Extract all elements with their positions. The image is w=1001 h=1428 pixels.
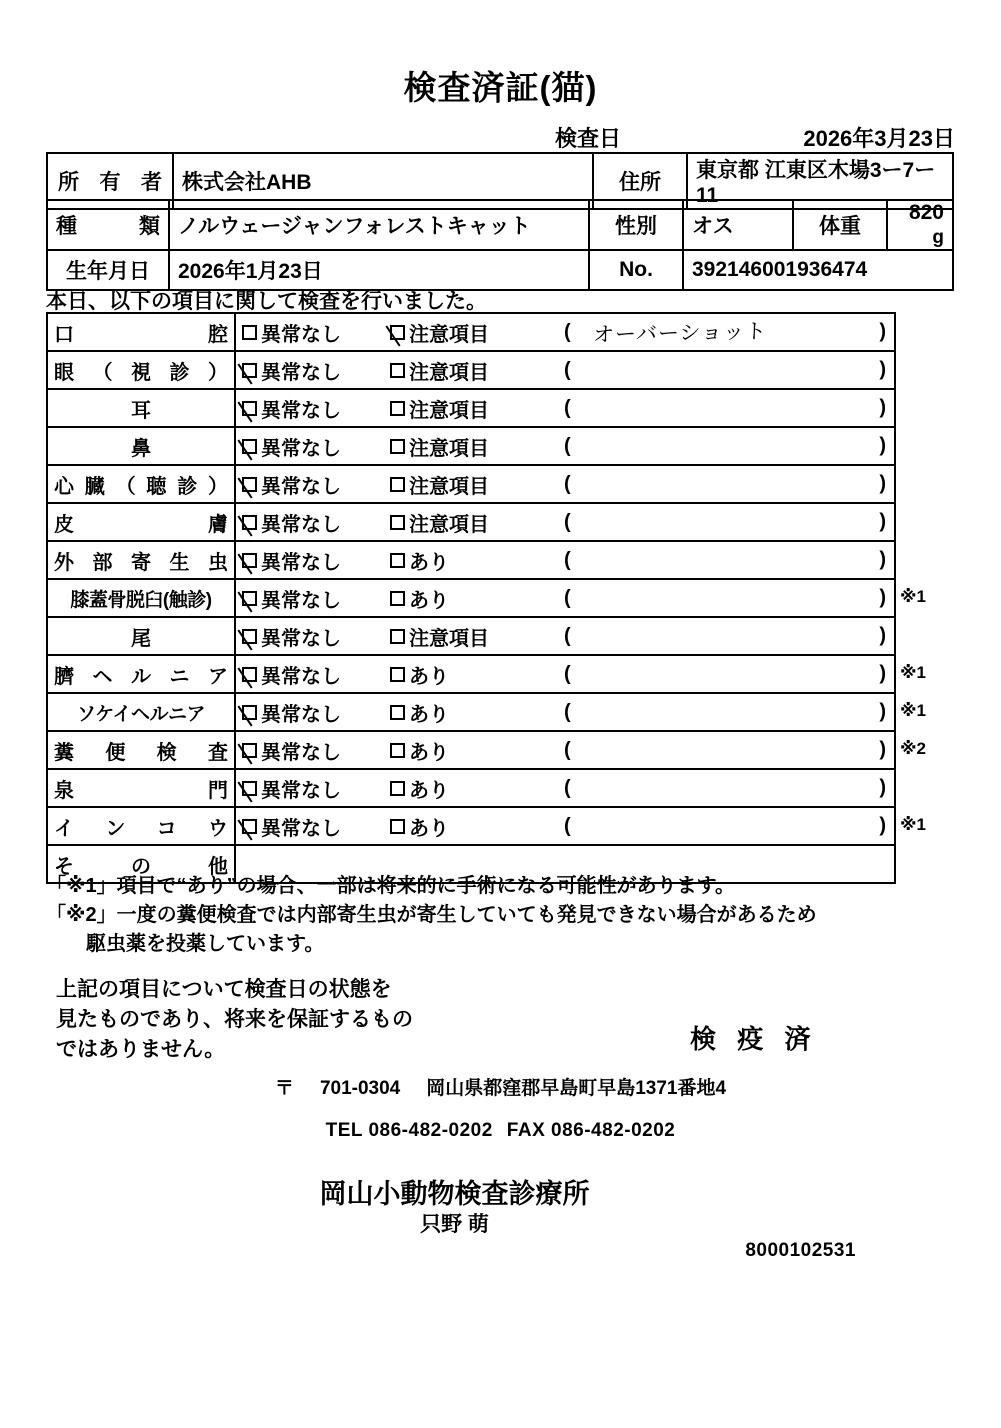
checkbox-normal[interactable]: [242, 629, 257, 644]
option-normal[interactable]: [242, 584, 390, 613]
checkbox-normal[interactable]: [242, 515, 257, 530]
table-row: [47, 427, 895, 465]
note-paren-close: ): [879, 700, 886, 723]
option-normal[interactable]: [242, 470, 390, 499]
exam-item-label: 耳: [47, 389, 235, 427]
option-attention-label: あり: [409, 817, 449, 840]
note-paren-open: (: [564, 776, 571, 799]
exam-item-options: [235, 351, 895, 389]
checkbox-attention[interactable]: [390, 743, 405, 758]
note-paren-open: (: [564, 700, 571, 723]
owner-value: 株式会社AHB: [173, 153, 593, 209]
note-paren-open: (: [564, 510, 571, 533]
breed-value: ノルウェージャンフォレストキャット: [169, 200, 589, 250]
note-paren-close: ): [879, 548, 886, 571]
quarantine-stamp: 検 疫 済: [690, 1024, 818, 1054]
note-paren-open: (: [564, 624, 571, 647]
exam-date-value: 2026年3月23日: [803, 126, 955, 151]
reference-number: 8000102531: [745, 1240, 856, 1261]
veterinarian-name: 只野 萌: [420, 1213, 489, 1236]
note-paren-close: ): [879, 472, 886, 495]
note-marker: [900, 616, 970, 654]
note-marker: [900, 350, 970, 388]
table-row: [47, 693, 895, 731]
exam-item-label: 鼻: [47, 427, 235, 465]
checkbox-normal[interactable]: [242, 363, 257, 378]
option-normal-label: 異常なし: [261, 741, 341, 764]
option-normal[interactable]: [242, 508, 390, 537]
table-row: [47, 250, 953, 290]
table-row: [47, 617, 895, 655]
checkbox-normal[interactable]: [242, 667, 257, 682]
note-marker: [900, 502, 970, 540]
disclaimer-line-3: ではありません。: [56, 1037, 226, 1061]
sex-label: 性別: [589, 200, 683, 250]
note-paren-open: (: [564, 586, 571, 609]
option-attention[interactable]: [390, 660, 558, 689]
option-attention-label: あり: [409, 589, 449, 612]
examination-table: [46, 312, 896, 884]
table-row: [47, 769, 895, 807]
option-normal-label: 異常なし: [261, 627, 341, 650]
note-paren-close: ): [879, 320, 886, 343]
exam-item-label: 泉門: [47, 769, 235, 807]
note-marker: [900, 540, 970, 578]
table-row: [47, 200, 953, 250]
checkbox-attention[interactable]: [390, 705, 405, 720]
dob-value: 2026年1月23日: [169, 250, 589, 290]
option-attention[interactable]: [390, 736, 558, 765]
exam-item-options: [235, 427, 895, 465]
checkbox-normal[interactable]: [242, 591, 257, 606]
option-normal[interactable]: [242, 622, 390, 651]
option-normal[interactable]: [242, 394, 390, 423]
exam-item-label: 外部寄生虫: [47, 541, 235, 579]
checkbox-attention[interactable]: [390, 781, 405, 796]
note-paren-close: ): [879, 510, 886, 533]
exam-item-options: [235, 807, 895, 845]
page-title: 検査済証(猫): [403, 69, 598, 106]
exam-date-label: 検査日: [555, 126, 622, 151]
option-attention-label: あり: [409, 665, 449, 688]
option-attention[interactable]: [390, 470, 558, 499]
option-normal[interactable]: [242, 698, 390, 727]
exam-item-label: 眼（視診）: [47, 351, 235, 389]
table-row: [47, 389, 895, 427]
option-attention[interactable]: [390, 546, 558, 575]
checkbox-normal[interactable]: [242, 819, 257, 834]
checkbox-normal[interactable]: [242, 781, 257, 796]
option-attention-label: 注意項目: [409, 513, 489, 536]
option-attention-label: あり: [409, 779, 449, 802]
option-attention[interactable]: [390, 318, 558, 347]
checkbox-attention[interactable]: [390, 667, 405, 682]
table-row: [47, 807, 895, 845]
note-marker: [900, 464, 970, 502]
checkbox-attention[interactable]: [390, 515, 405, 530]
exam-date-row: [45, 122, 955, 150]
note-marker: ※1: [900, 587, 926, 606]
checkbox-attention[interactable]: [390, 629, 405, 644]
checkbox-normal[interactable]: [242, 477, 257, 492]
note-paren-open: (: [564, 320, 571, 343]
option-attention[interactable]: [390, 432, 558, 461]
handwritten-note: オーバーショット: [592, 319, 768, 347]
checkbox-normal[interactable]: [242, 439, 257, 454]
exam-item-options: [235, 655, 895, 693]
note-paren-open: (: [564, 548, 571, 571]
option-normal-label: 異常なし: [261, 475, 341, 498]
option-attention-label: 注意項目: [409, 437, 489, 460]
breed-label: 種類: [47, 200, 169, 250]
note-marker: ※1: [900, 815, 926, 834]
microchip-value: 392146001936474: [683, 250, 953, 290]
note-paren-close: ): [879, 814, 886, 837]
table-row: [47, 541, 895, 579]
exam-item-label: インコウ: [47, 807, 235, 845]
note-marker: [900, 426, 970, 464]
option-normal-label: 異常なし: [261, 323, 341, 346]
option-normal[interactable]: [242, 318, 390, 347]
exam-item-label: 糞便検査: [47, 731, 235, 769]
exam-item-options: [235, 503, 895, 541]
option-normal[interactable]: [242, 660, 390, 689]
option-normal-label: 異常なし: [261, 513, 341, 536]
tel-number: 086-482-0202: [368, 1120, 493, 1141]
option-normal-label: 異常なし: [261, 817, 341, 840]
option-attention[interactable]: [390, 812, 558, 841]
note-paren-open: (: [564, 472, 571, 495]
note-paren-open: (: [564, 434, 571, 457]
note-marker: ※2: [900, 739, 926, 758]
disclaimer-line-1: 上記の項目について検査日の状態を: [56, 978, 392, 1001]
table-row: [47, 579, 895, 617]
exam-item-options: [235, 313, 895, 351]
exam-item-label: 心臓（聴診）: [47, 465, 235, 503]
option-normal-label: 異常なし: [261, 703, 341, 726]
checkbox-attention[interactable]: [390, 401, 405, 416]
option-attention[interactable]: [390, 698, 558, 727]
note-paren-close: ): [879, 434, 886, 457]
address-value: 東京都 江東区木場3ー7ー11: [687, 153, 953, 209]
weight-value: 820: [908, 201, 944, 224]
animal-info-table: [46, 199, 954, 291]
note-paren-open: (: [564, 662, 571, 685]
table-row: [47, 503, 895, 541]
option-attention[interactable]: [390, 774, 558, 803]
owner-label: 所有者: [47, 153, 173, 209]
footnote-2: 「※2」一度の糞便検査では内部寄生虫が寄生していても発見できない場合があるため: [46, 904, 817, 926]
disclaimer-line-2: 見たものであり、将来を保証するもの: [56, 1007, 413, 1031]
option-normal-label: 異常なし: [261, 399, 341, 422]
note-paren-close: ): [879, 358, 886, 381]
dob-label: 生年月日: [47, 250, 169, 290]
checkbox-attention[interactable]: [390, 553, 405, 568]
table-row: [47, 465, 895, 503]
note-paren-open: (: [564, 814, 571, 837]
checkbox-normal[interactable]: [242, 743, 257, 758]
note-paren-close: ): [879, 396, 886, 419]
checkbox-attention[interactable]: [390, 591, 405, 606]
checkbox-attention[interactable]: [390, 363, 405, 378]
option-attention-label: 注意項目: [409, 475, 489, 498]
exam-item-options: [235, 769, 895, 807]
option-attention-label: あり: [409, 703, 449, 726]
exam-item-label: 皮膚: [47, 503, 235, 541]
checkbox-normal[interactable]: [242, 325, 257, 340]
option-normal[interactable]: [242, 736, 390, 765]
clinic-address: 岡山県都窪郡早島町早島1371番地4: [426, 1078, 727, 1099]
checkbox-normal[interactable]: [242, 401, 257, 416]
table-row: [47, 655, 895, 693]
note-paren-open: (: [564, 396, 571, 419]
exam-item-options: [235, 579, 895, 617]
checkbox-attention[interactable]: [390, 325, 405, 340]
address-label: 住所: [593, 153, 687, 209]
note-paren-open: (: [564, 358, 571, 381]
option-attention[interactable]: [390, 508, 558, 537]
postal-symbol: 〒: [274, 1078, 294, 1099]
clinic-address-line: [0, 1073, 1001, 1100]
exam-item-options: [235, 541, 895, 579]
option-attention-label: 注意項目: [409, 627, 489, 650]
option-normal[interactable]: [242, 812, 390, 841]
disclaimer-text: [56, 975, 476, 1064]
note-marker: [900, 768, 970, 806]
option-normal-label: 異常なし: [261, 665, 341, 688]
option-normal-label: 異常なし: [261, 589, 341, 612]
option-normal[interactable]: [242, 774, 390, 803]
checkbox-attention[interactable]: [390, 819, 405, 834]
fax-label: FAX: [506, 1120, 546, 1141]
exam-item-options: [235, 731, 895, 769]
weight-label: 体重: [793, 200, 887, 250]
option-attention-label: あり: [409, 551, 449, 574]
footnote-2-cont: 駆虫薬を投薬しています。: [86, 933, 325, 955]
option-normal[interactable]: [242, 432, 390, 461]
postal-code: 701-0304: [319, 1078, 401, 1099]
option-normal-label: 異常なし: [261, 551, 341, 574]
note-paren-close: ): [879, 586, 886, 609]
checkbox-attention[interactable]: [390, 477, 405, 492]
option-attention[interactable]: [390, 356, 558, 385]
option-attention-label: 注意項目: [409, 323, 489, 346]
exam-item-options: [235, 693, 895, 731]
option-attention-label: あり: [409, 741, 449, 764]
exam-item-label: その他: [47, 845, 235, 883]
option-normal-label: 異常なし: [261, 361, 341, 384]
footnote-1: 「※1」項目で“あり”の場合、一部は将来的に手術になる可能性があります。: [46, 875, 735, 897]
note-paren-close: ): [879, 624, 886, 647]
exam-item-label: 尾: [47, 617, 235, 655]
note-paren-close: ): [879, 662, 886, 685]
table-row: [47, 313, 895, 351]
exam-item-options: [235, 389, 895, 427]
option-normal-label: 異常なし: [261, 437, 341, 460]
clinic-contact-line: [0, 1120, 1001, 1142]
option-normal[interactable]: [242, 546, 390, 575]
tel-label: TEL: [325, 1120, 363, 1141]
microchip-label: No.: [589, 250, 683, 290]
weight-value-cell: [887, 200, 953, 250]
note-paren-close: ): [879, 738, 886, 761]
exam-item-label: 膝蓋骨脱臼(触診): [47, 579, 235, 617]
exam-item-options: [235, 465, 895, 503]
note-marker: ※1: [900, 701, 926, 720]
note-marker: [900, 312, 970, 350]
table-row: [47, 731, 895, 769]
option-attention[interactable]: [390, 584, 558, 613]
note-paren-open: (: [564, 738, 571, 761]
clinic-name: 岡山小動物検査診療所: [319, 1179, 590, 1209]
checkbox-attention[interactable]: [390, 439, 405, 454]
checkbox-normal[interactable]: [242, 705, 257, 720]
note-paren-close: ): [879, 776, 886, 799]
exam-item-label: 臍ヘルニア: [47, 655, 235, 693]
table-row: [47, 351, 895, 389]
option-attention[interactable]: [390, 394, 558, 423]
exam-item-label: ソケイヘルニア: [47, 693, 235, 731]
sex-value: オス: [683, 200, 793, 250]
footnotes: [46, 872, 946, 959]
note-marker: ※1: [900, 663, 926, 682]
option-attention[interactable]: [390, 622, 558, 651]
exam-item-label: 口腔: [47, 313, 235, 351]
fax-number: 086-482-0202: [551, 1120, 676, 1141]
weight-unit: g: [932, 227, 944, 248]
checkbox-normal[interactable]: [242, 553, 257, 568]
option-attention-label: 注意項目: [409, 399, 489, 422]
option-attention-label: 注意項目: [409, 361, 489, 384]
intro-text: 本日、以下の項目に関して検査を行いました。: [46, 290, 487, 313]
note-marker: [900, 388, 970, 426]
option-normal[interactable]: [242, 356, 390, 385]
note-marker-column: [900, 312, 970, 882]
option-normal-label: 異常なし: [261, 779, 341, 802]
exam-item-options: [235, 617, 895, 655]
